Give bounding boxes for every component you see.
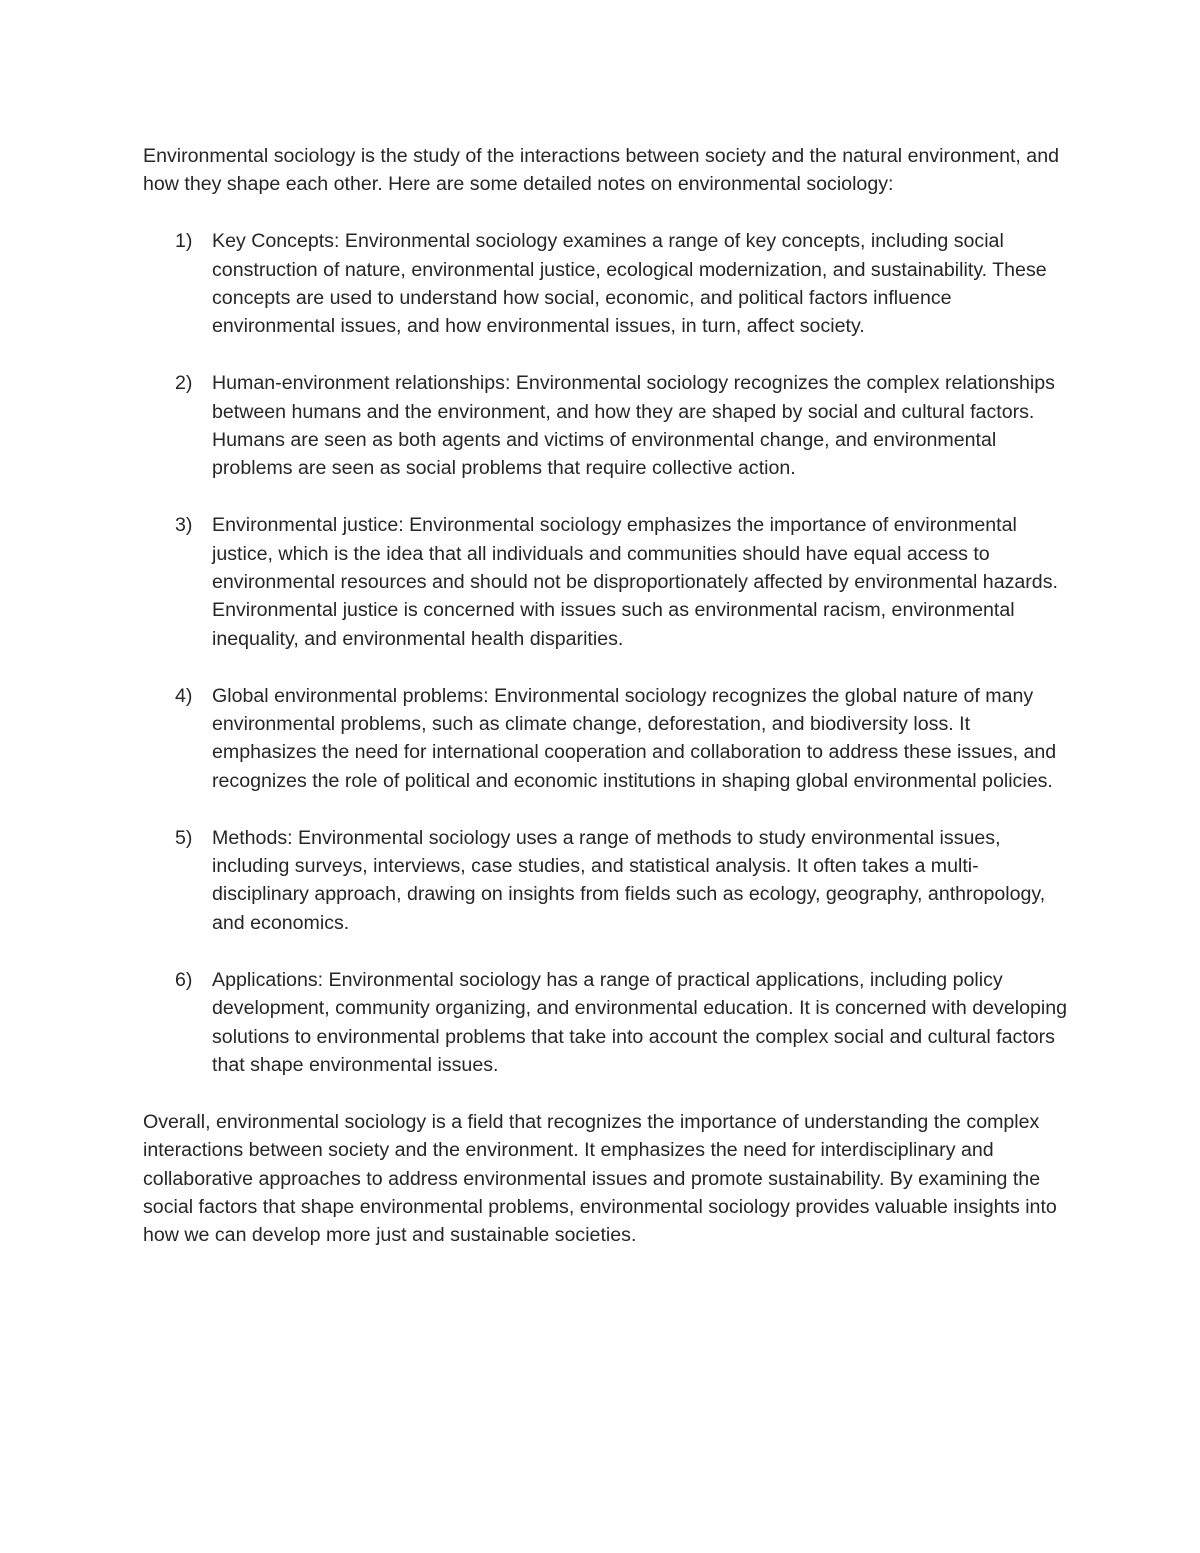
list-item xyxy=(143,966,1068,1080)
notes-list xyxy=(143,227,1068,1079)
list-item xyxy=(143,369,1068,483)
list-item-text: Key Concepts: Environmental sociology examines a range of key concepts, including social construction of nature, environmental justice, ecological modernization, and sustainability. These concepts are used to understand how social, economic, and political factors influence environmental issues, and how environmental issues, in turn, affect society. xyxy=(212,230,1047,338)
document-body xyxy=(143,142,1068,1250)
list-item-text: Environmental justice: Environmental sociology emphasizes the importance of environmental justice, which is the idea that all individuals and communities should have equal access to environmental resources and should not be disproportionately affected by environmental hazards. Environmental justice is concerned with issues such as environmental racism, environmental inequality, and environmental health disparities. xyxy=(212,514,1058,650)
list-item-number: 5) xyxy=(175,826,193,849)
conclusion-paragraph: Overall, environmental sociology is a field that recognizes the importance of understanding the complex interactions between society and the environment. It emphasizes the need for interdisciplinary and collaborative approaches to address environmental issues and promote sustainability. By examining the social factors that shape environmental problems, environmental sociology provides valuable insights into how we can develop more just and sustainable societies. xyxy=(143,1110,1057,1247)
list-item-number: 2) xyxy=(175,372,193,395)
list-item-text: Global environmental problems: Environmental sociology recognizes the global nature of many environmental problems, such as climate change, deforestation, and biodiversity loss. It emphasizes the need for international cooperation and collaboration to address these issues, and recognizes the role of political and economic institutions in shaping global environmental policies. xyxy=(212,684,1057,792)
list-item xyxy=(143,824,1068,938)
list-item-number: 6) xyxy=(175,968,193,991)
list-item xyxy=(143,511,1068,653)
list-item-text: Applications: Environmental sociology has a range of practical applications, including policy development, community organizing, and environmental education. It is concerned with developing solutions to environmental problems that take into account the complex social and cultural factors that shape environmental issues. xyxy=(212,968,1068,1076)
list-item-number: 4) xyxy=(175,684,193,707)
list-item-number: 3) xyxy=(175,514,193,537)
intro-paragraph: Environmental sociology is the study of the interactions between society and the natural environment, and how they shape each other. Here are some detailed notes on environmental sociology: xyxy=(143,145,1059,196)
list-item xyxy=(143,227,1068,341)
list-item-number: 1) xyxy=(175,230,193,253)
list-item-text: Human-environment relationships: Environmental sociology recognizes the complex relationships between humans and the environment, and how they are shaped by social and cultural factors. Humans are seen as both agents and victims of environmental change, and environmental problems are seen as social problems that require collective action. xyxy=(212,372,1055,480)
list-item xyxy=(143,682,1068,796)
list-item-text: Methods: Environmental sociology uses a range of methods to study environmental issues, including surveys, interviews, case studies, and statistical analysis. It often takes a multi-disciplinary approach, drawing on insights from fields such as ecology, geography, anthropology, and economics. xyxy=(212,826,1046,934)
